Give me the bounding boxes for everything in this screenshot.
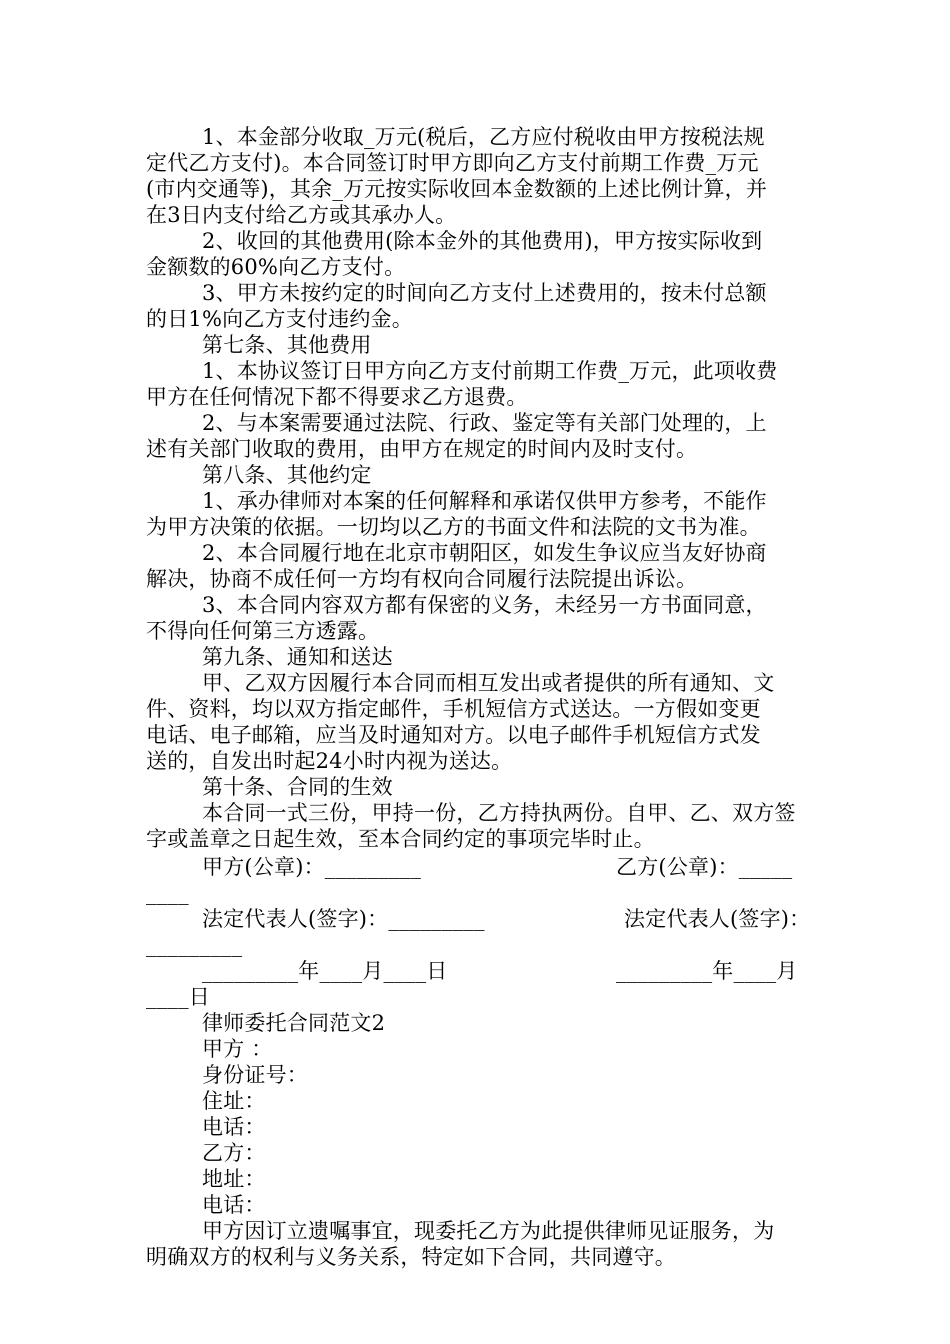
section-heading: 第七条、其他费用 (202, 333, 372, 357)
field-label: 电话： (202, 1115, 266, 1139)
text-line: 2、与本案需要通过法院、行政、鉴定等有关部门处理的，上 (202, 411, 767, 435)
field-label: 乙方： (202, 1141, 266, 1165)
field-label: 甲方 ： (202, 1037, 273, 1061)
field-label: 住址： (202, 1089, 266, 1113)
party-a-seal-field: 甲方(公章)：_________ (202, 855, 422, 879)
party-b-seal-field-cont: ____ (146, 881, 189, 905)
party-b-seal-field: 乙方(公章)：_____ (616, 855, 793, 879)
text-line: 3、本合同内容双方都有保密的义务，未经另一方书面同意， (202, 593, 767, 617)
text-line: 甲、乙双方因履行本合同而相互发出或者提供的所有通知、文 (202, 671, 775, 695)
text-line: 定代乙方支付)。本合同签订时甲方即向乙方支付前期工作费_万元 (146, 151, 759, 175)
text-line: 送的，自发出时起24小时内视为送达。 (146, 749, 513, 773)
text-line: 的日1%向乙方支付违约金。 (146, 307, 413, 331)
text-line: 1、本协议签订日甲方向乙方支付前期工作费_万元，此项收费 (202, 359, 778, 383)
text-line: 2、本合同履行地在北京市朝阳区，如发生争议应当友好协商 (202, 541, 767, 565)
text-line: 3、甲方未按约定的时间向乙方支付上述费用的，按未付总额 (202, 281, 767, 305)
text-line: 1、承办律师对本案的任何解释和承诺仅供甲方参考，不能作 (202, 489, 767, 513)
text-line: 2、收回的其他费用(除本金外的其他费用)，甲方按实际收到 (202, 229, 763, 253)
text-line: 述有关部门收取的费用，由甲方在规定的时间内及时支付。 (146, 437, 698, 461)
party-a-date-field: _________年____月____日 (202, 959, 448, 983)
field-label: 身份证号： (202, 1063, 308, 1087)
text-line: 解决，协商不成任何一方均有权向合同履行法院提出诉讼。 (146, 567, 698, 591)
party-b-date-field-cont: ____日 (146, 985, 210, 1009)
text-line: 件、资料，均以双方指定邮件，手机短信方式送达。一方假如变更 (146, 697, 761, 721)
text-line: 字或盖章之日起生效，至本合同约定的事项完毕时止。 (146, 827, 655, 851)
party-b-rep-field-cont: _________ (146, 933, 243, 957)
text-line: 明确双方的权利与义务关系，特定如下合同，共同遵守。 (146, 1245, 676, 1269)
text-line: 电话、电子邮箱，应当及时通知对方。以电子邮件手机短信方式发 (146, 723, 761, 747)
text-line: 为甲方决策的依据。一切均以乙方的书面文件和法院的文书为准。 (146, 515, 761, 539)
text-line: 甲方在任何情况下都不得要求乙方退费。 (146, 385, 528, 409)
text-line: 金额数的60%向乙方支付。 (146, 255, 406, 279)
text-line: 1、本金部分收取_万元(税后，乙方应付税收由甲方按税法规 (202, 125, 765, 149)
section-heading: 第十条、合同的生效 (202, 775, 393, 799)
party-b-date-field: _________年____月 (616, 959, 798, 983)
party-a-rep-field: 法定代表人(签字)：_________ (202, 907, 485, 931)
text-line: 甲方因订立遗嘱事宜，现委托乙方为此提供律师见证服务，为 (202, 1219, 775, 1243)
text-line: 不得向任何第三方透露。 (146, 619, 380, 643)
field-label: 地址： (202, 1167, 266, 1191)
text-line: (市内交通等)，其余_万元按实际收回本金数额的上述比例计算，并 (146, 177, 768, 201)
section-heading: 第九条、通知和送达 (202, 645, 393, 669)
text-line: 在3日内支付给乙方或其承办人。 (146, 203, 457, 227)
field-label: 电话： (202, 1193, 266, 1217)
section-heading: 律师委托合同范文2 (202, 1011, 386, 1035)
text-line: 本合同一式三份，甲持一份，乙方持执两份。自甲、乙、双方签 (202, 801, 796, 825)
party-b-rep-field: 法定代表人(签字)： (624, 907, 811, 931)
section-heading: 第八条、其他约定 (202, 463, 372, 487)
